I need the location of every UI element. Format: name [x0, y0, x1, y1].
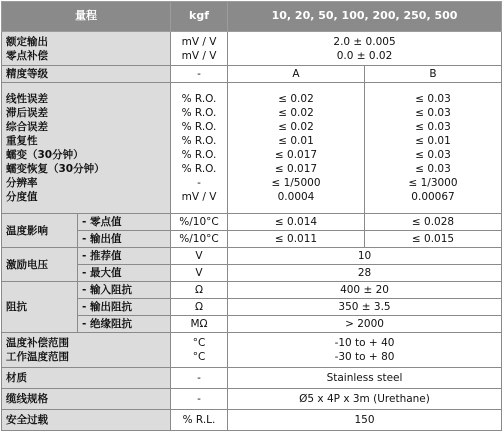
unit-header: kgf: [171, 2, 228, 32]
excitation-label: 激励电压: [2, 248, 78, 282]
zero-balance-label: 零点补偿: [6, 49, 48, 62]
accuracy-grade-b: B: [365, 66, 502, 83]
material-value: Stainless steel: [228, 367, 502, 388]
error-values-b: [365, 83, 502, 214]
temp-effect-output-a: ≤ 0.011: [228, 231, 365, 248]
resistance-input-row: [2, 281, 502, 298]
resolution-label: 分辨率: [6, 177, 38, 190]
accuracy-label: 精度等级: [2, 66, 171, 83]
temp-range-labels: [2, 332, 171, 367]
output-values: [228, 31, 502, 66]
resistance-insulation-unit: MΩ: [171, 315, 228, 332]
creep-unit: % R.O.: [181, 149, 217, 162]
cable-label: 缆线规格: [2, 388, 171, 409]
temp-effect-zero-a: ≤ 0.014: [228, 214, 365, 231]
capacities-header: 10, 20, 50, 100, 200, 250, 500: [228, 2, 502, 32]
temp-effect-label: 温度影响: [2, 214, 78, 248]
temp-effect-zero-b: ≤ 0.028: [365, 214, 502, 231]
errors-row: [2, 83, 502, 214]
repeatability-label: 重复性: [6, 135, 38, 148]
overload-label: 安全过载: [2, 409, 171, 430]
overload-value: 150: [228, 409, 502, 430]
division-b: 0.00067: [411, 191, 455, 204]
creep-b: ≤ 0.03: [415, 149, 451, 162]
temp-effect-zero-label: - 零点值: [78, 214, 171, 231]
spec-table: [1, 1, 502, 431]
hysteresis-label: 滞后误差: [6, 107, 48, 120]
resistance-insulation-label: - 绝缘阻抗: [78, 315, 171, 332]
combined-error-a: ≤ 0.02: [278, 121, 314, 134]
temp-effect-output-b: ≤ 0.015: [365, 231, 502, 248]
hysteresis-b: ≤ 0.03: [415, 107, 451, 120]
header-row: [2, 2, 502, 32]
zero-balance-value: 0.0 ± 0.02: [336, 49, 393, 62]
cable-row: [2, 388, 502, 409]
division-a: 0.0004: [277, 191, 315, 204]
temp-effect-zero-unit: %/10°C: [171, 214, 228, 231]
excitation-recommended-value: 10: [228, 248, 502, 265]
output-row: [2, 31, 502, 66]
overload-unit: % R.L.: [171, 409, 228, 430]
temp-range-row: [2, 332, 502, 367]
resistance-input-unit: Ω: [171, 281, 228, 298]
operating-range-value: -30 to + 80: [334, 350, 395, 363]
creep-a: ≤ 0.017: [274, 149, 318, 162]
excitation-max-unit: V: [171, 265, 228, 282]
temp-effect-output-label: - 输出值: [78, 231, 171, 248]
excitation-recommended-unit: V: [171, 248, 228, 265]
output-units: [171, 31, 228, 66]
error-labels: [2, 83, 171, 214]
compensated-range-unit: °C: [192, 336, 206, 349]
resolution-unit: -: [197, 177, 201, 190]
combined-error-label: 综合误差: [6, 121, 48, 134]
creep-recovery-label: 蠕变恢复（30分钟）: [6, 163, 105, 176]
resistance-output-label: - 输出阻抗: [78, 298, 171, 315]
temp-effect-zero-row: [2, 214, 502, 231]
accuracy-grade-a: A: [228, 66, 365, 83]
hysteresis-a: ≤ 0.02: [278, 107, 314, 120]
rated-output-label: 额定输出: [6, 35, 48, 48]
excitation-max-label: - 最大值: [78, 265, 171, 282]
material-unit: -: [171, 367, 228, 388]
division-unit: mV / V: [181, 191, 217, 204]
compensated-range-label: 温度补偿范围: [6, 336, 69, 349]
resolution-b: ≤ 1/3000: [408, 177, 458, 190]
cable-unit: -: [171, 388, 228, 409]
accuracy-row: [2, 66, 502, 83]
resistance-output-unit: Ω: [171, 298, 228, 315]
error-values-a: [228, 83, 365, 214]
material-row: [2, 367, 502, 388]
temp-range-units: [171, 332, 228, 367]
material-label: 材质: [2, 367, 171, 388]
excitation-recommended-row: [2, 248, 502, 265]
temp-effect-output-unit: %/10°C: [171, 231, 228, 248]
creep-recovery-b: ≤ 0.03: [415, 163, 451, 176]
overload-row: [2, 409, 502, 430]
linearity-label: 线性误差: [6, 93, 48, 106]
resistance-input-value: 400 ± 20: [228, 281, 502, 298]
error-units: [171, 83, 228, 214]
zero-balance-unit: mV / V: [181, 49, 217, 62]
creep-recovery-unit: % R.O.: [181, 163, 217, 176]
creep-label: 蠕变（30分钟）: [6, 149, 84, 162]
compensated-range-value: -10 to + 40: [334, 336, 395, 349]
combined-error-b: ≤ 0.03: [415, 121, 451, 134]
repeatability-b: ≤ 0.01: [415, 135, 451, 148]
excitation-recommended-label: - 推荐值: [78, 248, 171, 265]
temp-range-values: [228, 332, 502, 367]
combined-error-unit: % R.O.: [181, 121, 217, 134]
resolution-a: ≤ 1/5000: [271, 177, 321, 190]
range-header: 量程: [2, 2, 171, 32]
resistance-insulation-value: > 2000: [228, 315, 502, 332]
operating-range-label: 工作温度范围: [6, 350, 69, 363]
rated-output-value: 2.0 ± 0.005: [333, 35, 396, 48]
repeatability-unit: % R.O.: [181, 135, 217, 148]
linearity-a: ≤ 0.02: [278, 93, 314, 106]
repeatability-a: ≤ 0.01: [278, 135, 314, 148]
hysteresis-unit: % R.O.: [181, 107, 217, 120]
linearity-unit: % R.O.: [181, 93, 217, 106]
cable-value: Ø5 x 4P x 3m (Urethane): [228, 388, 502, 409]
output-labels: [2, 31, 171, 66]
operating-range-unit: °C: [192, 350, 206, 363]
division-label: 分度值: [6, 191, 38, 204]
accuracy-unit: -: [171, 66, 228, 83]
resistance-label: 阻抗: [2, 281, 78, 332]
linearity-b: ≤ 0.03: [415, 93, 451, 106]
resistance-input-label: - 输入阻抗: [78, 281, 171, 298]
excitation-max-value: 28: [228, 265, 502, 282]
rated-output-unit: mV / V: [181, 35, 217, 48]
creep-recovery-a: ≤ 0.017: [274, 163, 318, 176]
resistance-output-value: 350 ± 3.5: [228, 298, 502, 315]
